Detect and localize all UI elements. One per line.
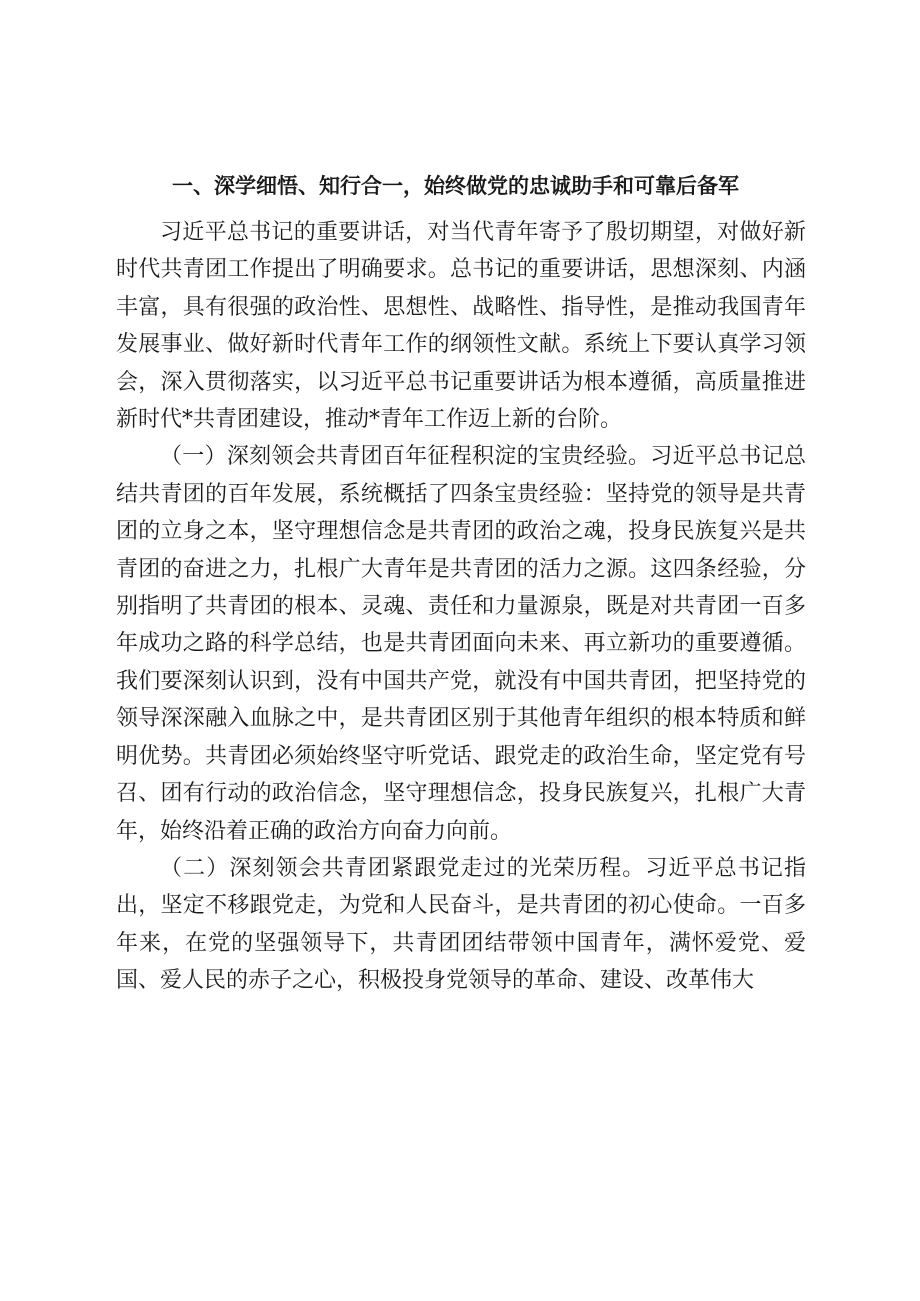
paragraph-intro: 习近平总书记的重要讲话，对当代青年寄予了殷切期望，对做好新时代共青团工作提出了明确要求。总书记的重要讲话，思想深刻、内涵丰富，具有很强的政治性、思想性、战略性、指导性，是推动我国青年发展事业、做好新时代青年工作的纲领性文献。系统上下要认真学习领会，深入贯彻落实，以习近平总书记重要讲话为根本遵循，高质量推进新时代*共青团建设，推动*青年工作迈上新的台阶。 xyxy=(116,220,806,433)
section-heading: 一、深学细悟、知行合一，始终做党的忠诚助手和可靠后备军 xyxy=(172,174,739,198)
paragraph-subsection-1: （一）深刻领会共青团百年征程积淀的宝贵经验。习近平总书记总结共青团的百年发展，系统概括了四条宝贵经验：坚持党的领导是共青团的立身之本，坚守理想信念是共青团的政治之魂，投身民族复兴是共青团的奋进之力，扎根广大青年是共青团的活力之源。这四条经验，分别指明了共青团的根本、灵魂、责任和力量源泉，既是对共青团一百多年成功之路的科学总结，也是共青团面向未来、再立新功的重要遵循。我们要深刻认识到，没有中国共产党，就没有中国共青团，把坚持党的领导深深融入血脉之中，是共青团区别于其他青年组织的根本特质和鲜明优势。共青团必须始终坚守听党话、跟党走的政治生命，坚定党有号召、团有行动的政治信念，坚守理想信念，投身民族复兴，扎根广大青年，始终沿着正确的政治方向奋力向前。 xyxy=(116,444,806,844)
document-body xyxy=(116,168,806,1000)
paragraph-subsection-2: （二）深刻领会共青团紧跟党走过的光荣历程。习近平总书记指出，坚定不移跟党走，为党和人民奋斗，是共青团的初心使命。一百多年来，在党的坚强领导下，共青团团结带领中国青年，满怀爱党、爱国、爱人民的赤子之心，积极投身党领导的革命、建设、改革伟大 xyxy=(116,855,806,994)
